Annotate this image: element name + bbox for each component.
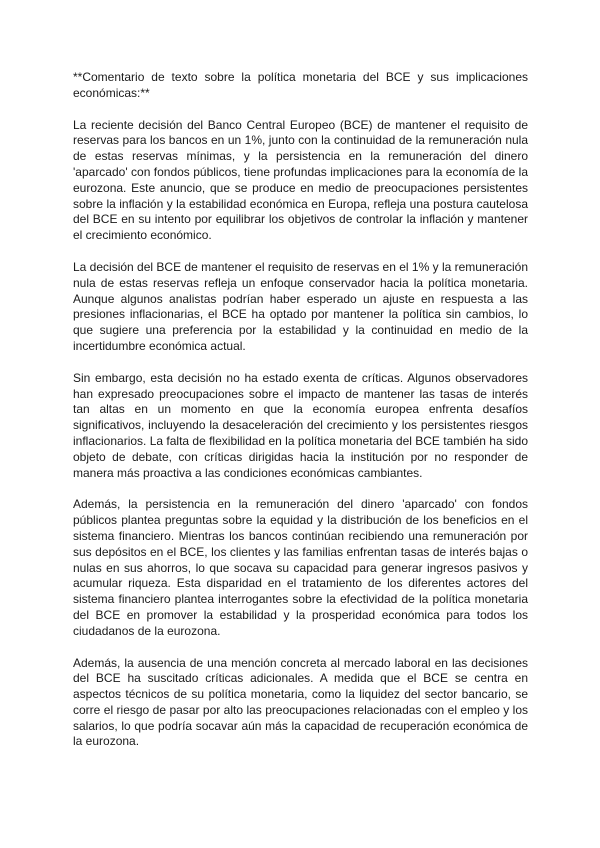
document-title: **Comentario de texto sobre la política monetaria del BCE y sus implicaciones económicas:** — [73, 70, 528, 100]
document-body — [73, 70, 528, 766]
paragraph-4: Además, la persistencia en la remuneración del dinero 'aparcado' con fondos públicos plantea preguntas sobre la equidad y la distribución de los beneficios en el sistema financiero. Mientras los bancos continúan recibiendo una remuneración por sus depósitos en el BCE, los clientes y las familias enfrentan tasas de interés bajas o nulas en sus ahorros, lo que socava su capacidad para generar ingresos pasivos y acumular riqueza. Esta disparidad en el tratamiento de los diferentes actores del sistema financiero plantea interrogantes sobre la efectividad de la política monetaria del BCE en promover la estabilidad y la prosperidad económica para todos los ciudadanos de la eurozona. — [73, 497, 528, 638]
paragraph-3: Sin embargo, esta decisión no ha estado exenta de críticas. Algunos observadores han expresado preocupaciones sobre el impacto de mantener las tasas de interés tan altas en un momento en que la economía europea enfrenta desafíos significativos, incluyendo la desaceleración del crecimiento y los persistentes riesgos inflacionarios. La falta de flexibilidad en la política monetaria del BCE también ha sido objeto de debate, con críticas dirigidas hacia la institución por no responder de manera más proactiva a las condiciones económicas cambiantes. — [73, 370, 528, 480]
paragraph-5: Además, la ausencia de una mención concreta al mercado laboral en las decisiones del BCE ha suscitado críticas adicionales. A medida que el BCE se centra en aspectos técnicos de su política monetaria, como la liquidez del sector bancario, se corre el riesgo de pasar por alto las preocupaciones relacionadas con el empleo y los salarios, lo que podría socavar aún más la capacidad de recuperación económica de la eurozona. — [73, 655, 528, 749]
paragraph-2: La decisión del BCE de mantener el requisito de reservas en el 1% y la remuneración nula de estas reservas refleja un enfoque conservador hacia la política monetaria. Aunque algunos analistas podrían haber esperado un ajuste en respuesta a las presiones inflacionarias, el BCE ha optado por mantener la política sin cambios, lo que sugiere una preferencia por la estabilidad y la continuidad en medio de la incertidumbre económica actual. — [73, 259, 528, 353]
paragraph-1: La reciente decisión del Banco Central Europeo (BCE) de mantener el requisito de reservas para los bancos en un 1%, junto con la continuidad de la remuneración nula de estas reservas mínimas, y la persistencia en la remuneración del dinero 'aparcado' con fondos públicos, tiene profundas implicaciones para la economía de la eurozona. Este anuncio, que se produce en medio de preocupaciones persistentes sobre la inflación y la estabilidad económica en Europa, refleja una postura cautelosa del BCE en su intento por equilibrar los objetivos de controlar la inflación y mantener el crecimiento económico. — [73, 117, 528, 243]
